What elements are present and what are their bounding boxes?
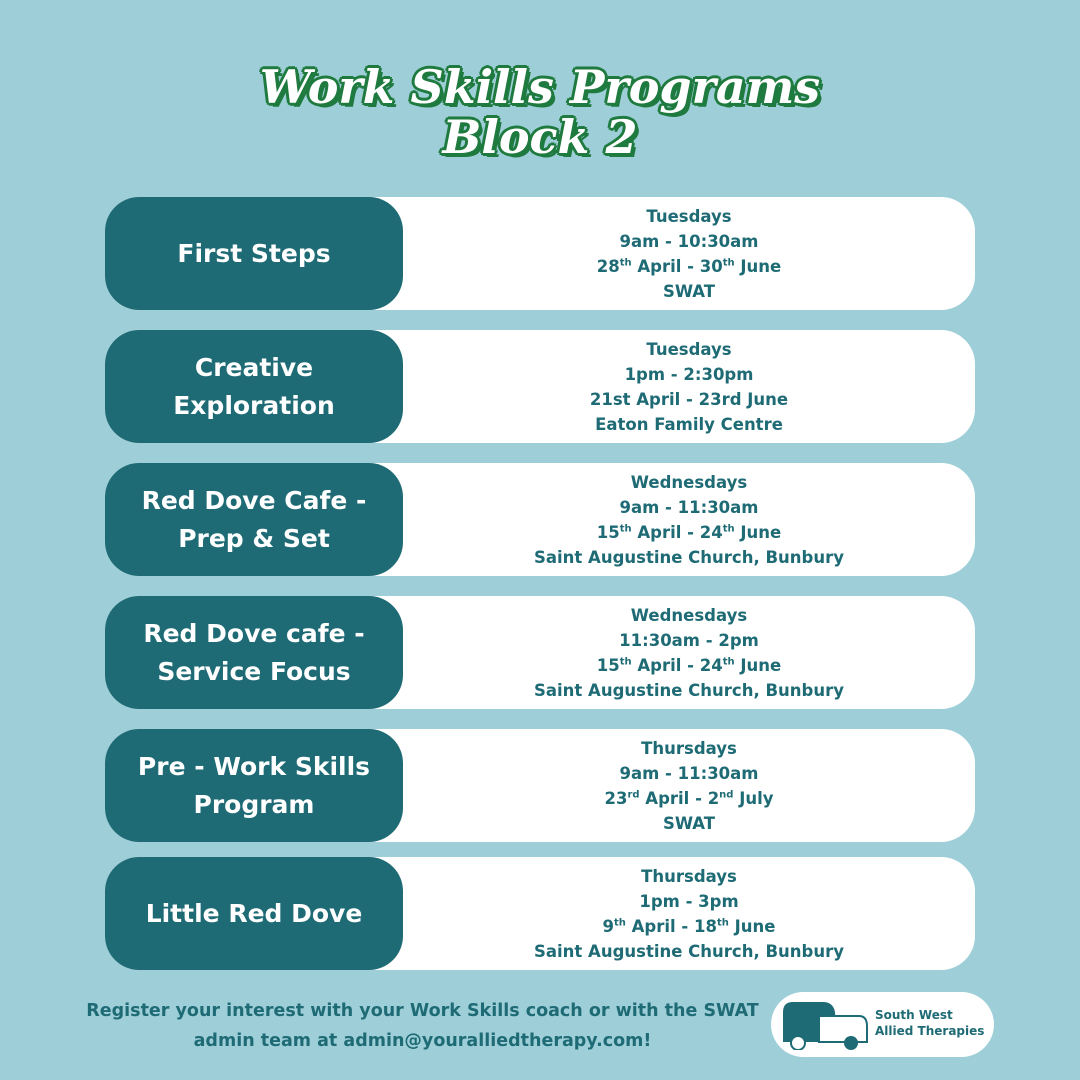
program-row: [105, 596, 975, 709]
title-line-1: Work Skills Programs: [259, 60, 821, 114]
program-dates: 28th April - 30th June: [596, 256, 782, 276]
program-row: [105, 463, 975, 576]
footer-line-1: Register your interest with your Work Skills coach or with the SWAT: [86, 1001, 759, 1021]
program-time: 9am - 11:30am: [619, 763, 759, 783]
program-location: SWAT: [662, 281, 716, 301]
program-day: Wednesdays: [630, 605, 748, 625]
brand-logo: [771, 992, 994, 1057]
program-row: [105, 330, 975, 443]
program-name: Pre - Work Skills Program: [105, 729, 403, 842]
program-details: [403, 197, 975, 310]
program-time: 1pm - 2:30pm: [624, 364, 754, 384]
program-details: [403, 857, 975, 970]
logo-line-2: Allied Therapies: [875, 1024, 985, 1038]
program-name: Red Dove cafe - Service Focus: [105, 596, 403, 709]
program-dates: 21st April - 23rd June: [589, 389, 789, 409]
footer-message: [80, 996, 765, 1056]
program-day: Thursdays: [641, 738, 737, 758]
program-name: Little Red Dove: [105, 857, 403, 970]
program-name: Creative Exploration: [105, 330, 403, 443]
program-location: SWAT: [662, 813, 716, 833]
program-time: 9am - 11:30am: [619, 497, 759, 517]
program-day: Wednesdays: [630, 472, 748, 492]
program-dates: 15th April - 24th June: [596, 655, 782, 675]
program-details: [403, 596, 975, 709]
page-title: [0, 62, 1080, 162]
program-name: Red Dove Cafe - Prep & Set: [105, 463, 403, 576]
program-row: [105, 197, 975, 310]
program-day: Tuesdays: [646, 206, 732, 226]
footer-line-2: admin team at admin@youralliedtherapy.com!: [193, 1031, 652, 1051]
program-list: [105, 197, 975, 970]
program-time: 9am - 10:30am: [619, 231, 759, 251]
program-details: [403, 463, 975, 576]
program-details: [403, 729, 975, 842]
program-row: [105, 857, 975, 970]
program-dates: 9th April - 18th June: [602, 916, 776, 936]
program-row: [105, 729, 975, 842]
program-location: Saint Augustine Church, Bunbury: [534, 547, 844, 567]
program-dates: 15th April - 24th June: [596, 522, 782, 542]
logo-line-1: South West: [875, 1008, 953, 1022]
program-day: Tuesdays: [646, 339, 732, 359]
program-name: First Steps: [105, 197, 403, 310]
program-location: Saint Augustine Church, Bunbury: [534, 941, 844, 961]
van-icon: [779, 998, 871, 1050]
program-location: Eaton Family Centre: [595, 414, 783, 434]
program-details: [403, 330, 975, 443]
program-location: Saint Augustine Church, Bunbury: [534, 680, 844, 700]
title-line-2: Block 2: [442, 110, 638, 164]
program-time: 11:30am - 2pm: [619, 630, 759, 650]
program-dates: 23rd April - 2nd July: [604, 788, 774, 808]
logo-text: [875, 1007, 984, 1039]
program-day: Thursdays: [641, 866, 737, 886]
program-time: 1pm - 3pm: [639, 891, 739, 911]
